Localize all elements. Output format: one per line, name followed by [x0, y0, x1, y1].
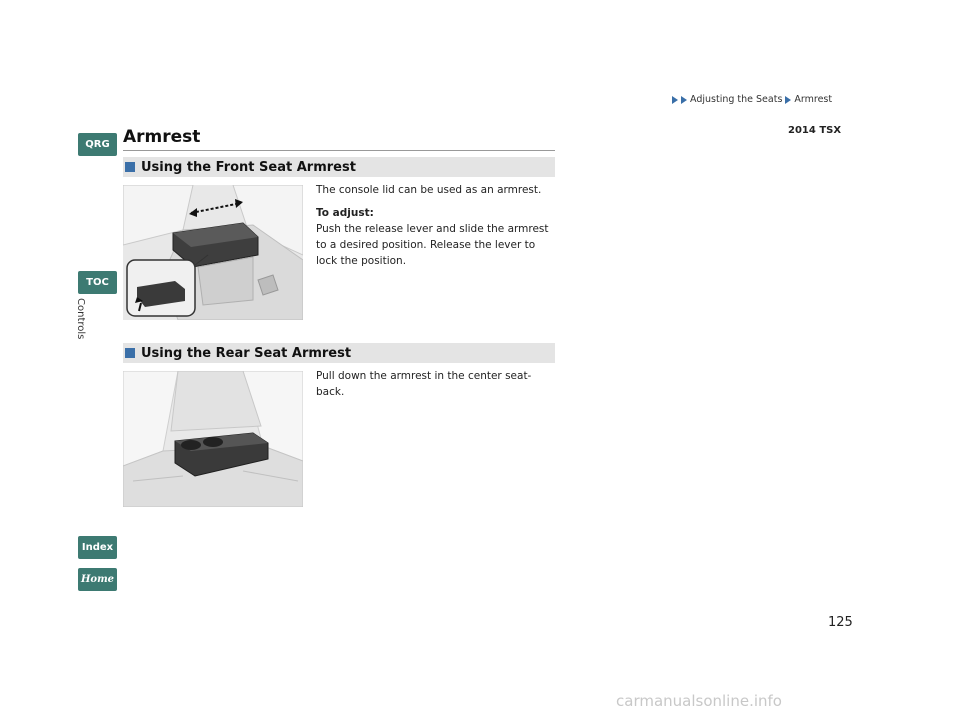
section-heading-rear-armrest	[123, 343, 555, 363]
rear-armrest-drawing	[123, 371, 303, 507]
breadcrumb-item-adjusting-seats[interactable]: Adjusting the Seats	[690, 94, 783, 105]
section-bullet-icon	[125, 348, 135, 358]
front-adjust-text: Push the release lever and slide the armrest to a desired position. Release the lever to lock the position.	[316, 223, 549, 267]
rear-instruction-text: Pull down the armrest in the center seat-back.	[316, 370, 532, 398]
front-adjust-label: To adjust:	[316, 207, 374, 219]
home-button[interactable]: Home	[78, 568, 117, 591]
page-number: 125	[828, 615, 853, 630]
breadcrumb-arrow-icon	[681, 96, 687, 104]
toc-button[interactable]: TOC	[78, 271, 117, 294]
breadcrumb-item-armrest[interactable]: Armrest	[794, 94, 833, 105]
front-adjust-block	[316, 205, 556, 269]
index-button[interactable]: Index	[78, 536, 117, 559]
model-label: 2014 TSX	[788, 125, 842, 136]
section-tab-controls[interactable]: Controls	[75, 298, 86, 340]
section-heading-text: Using the Front Seat Armrest	[141, 159, 356, 175]
breadcrumb-arrow-icon	[672, 96, 678, 104]
front-armrest-drawing	[123, 185, 303, 320]
breadcrumb	[672, 94, 832, 105]
front-intro-text: The console lid can be used as an armrest.	[316, 184, 542, 196]
title-divider	[123, 150, 555, 151]
breadcrumb-arrow-icon	[785, 96, 791, 104]
rear-armrest-illustration	[123, 371, 303, 507]
section-bullet-icon	[125, 162, 135, 172]
page-title: Armrest	[123, 127, 201, 147]
watermark: carmanualsonline.info	[616, 692, 782, 710]
section-heading-front-armrest	[123, 157, 555, 177]
qrg-button[interactable]: QRG	[78, 133, 117, 156]
section-heading-text: Using the Rear Seat Armrest	[141, 345, 352, 361]
front-armrest-illustration	[123, 185, 303, 320]
